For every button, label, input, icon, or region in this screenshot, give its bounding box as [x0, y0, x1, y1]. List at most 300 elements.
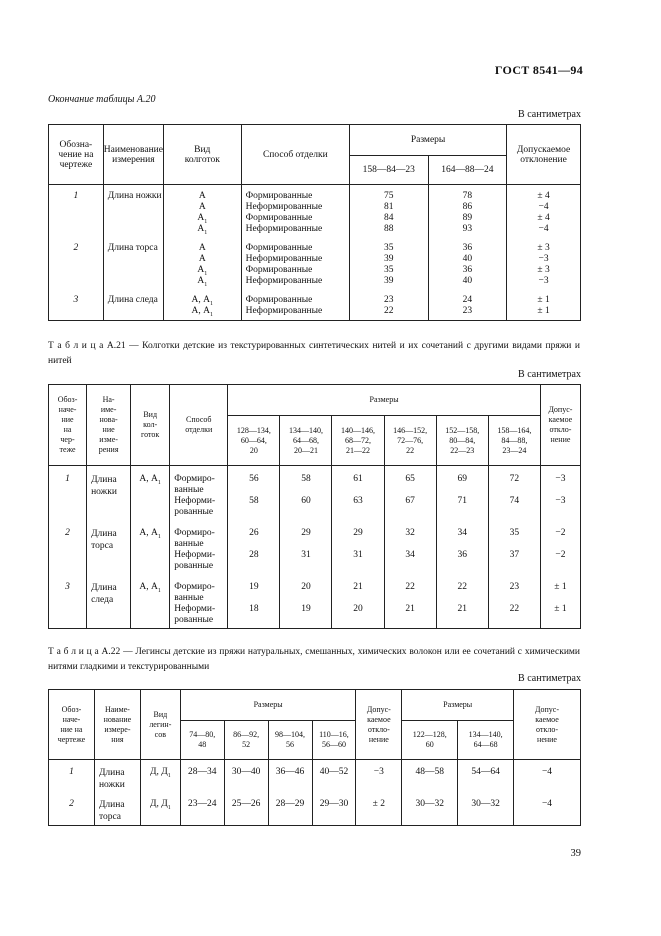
finish-line: Неформи-: [174, 550, 216, 560]
size-value-cell: 40—52: [312, 760, 356, 792]
header-line: отклонение: [520, 154, 567, 165]
size-value: 84: [384, 213, 394, 223]
header-line: 128—134,: [236, 425, 271, 435]
size-value-cell: 21: [384, 604, 436, 629]
size-value-cell: 35: [488, 518, 540, 550]
header-line: теже: [59, 445, 76, 454]
table-row: [49, 185, 581, 236]
a22-head-sizes-1: Размеры: [180, 690, 356, 721]
header-line: 86—92,: [233, 730, 260, 739]
size-value-cell: 74: [488, 496, 540, 518]
size-value-cell: 34: [384, 550, 436, 572]
size-value-cell: 28—29: [268, 791, 312, 826]
header-line: Обоз-: [61, 704, 82, 714]
a20-head-size-2: 164—88—24: [428, 156, 507, 185]
type-cell: А, $А_1$: [131, 466, 170, 519]
table-a22-caption: Т а б л и ц а А.22 — Легинсы детские из пряжи натуральных, смешанных, химических волокон или ее сочетаний с химическими нитями гладкими и текстурированными: [48, 647, 580, 672]
size-value-cell: 29—30: [312, 791, 356, 826]
header-line: 56: [286, 740, 295, 749]
header-line: Обозна-: [59, 139, 93, 150]
measurement-name-cell: [94, 760, 140, 792]
header-line: 140—146,: [341, 425, 376, 435]
tolerance-value: −4: [538, 202, 549, 212]
size-2-cell: [428, 185, 507, 236]
size-value: 35: [384, 243, 394, 253]
header-line: 152—158,: [445, 425, 480, 435]
tolerance-cell: −2: [540, 518, 580, 550]
size-value: 75: [384, 191, 394, 201]
type-cell: Д, $Д_1$: [140, 791, 180, 826]
finish-value: Неформированные: [245, 202, 323, 212]
size-value-cell: 36—46: [268, 760, 312, 792]
measurement-name-cell: [87, 466, 131, 519]
size-1-cell: [350, 287, 429, 321]
size-value-cell: 19: [280, 604, 332, 629]
table-row: [49, 791, 581, 826]
type-value: А: [198, 243, 206, 253]
size-value-cell: 20: [332, 604, 384, 629]
name-line: торса: [98, 812, 122, 822]
header-line: 146—152,: [393, 425, 428, 435]
designation-cell: 2: [49, 791, 95, 826]
type-cell: Д, $Д_1$: [140, 760, 180, 792]
size-value-cell: 19: [228, 572, 280, 604]
header-line: 98—104,: [275, 730, 306, 739]
finish-value: Формированные: [245, 243, 313, 253]
size-value-cell: 37: [488, 550, 540, 572]
type-value: А: [198, 254, 206, 264]
a22-head-measurement: [94, 690, 140, 760]
finish-line: Неформи-: [174, 496, 216, 506]
size-value: 93: [462, 224, 473, 234]
header-line: 134—140,: [288, 425, 323, 435]
header-line: На-: [102, 395, 115, 404]
a22-head-size-6: [458, 721, 514, 760]
size-value-cell: 71: [436, 496, 488, 518]
continuation-title: Окончание таблицы А.20: [48, 94, 156, 105]
designation-cell: 1: [49, 185, 104, 236]
name-line: Длина: [91, 529, 117, 539]
finish-cell: [170, 572, 228, 604]
size-value-cell: 23—24: [180, 791, 224, 826]
header-line: сов: [154, 729, 166, 739]
tolerance-value: ± 4: [537, 191, 550, 201]
name-line: Длина: [91, 475, 117, 485]
table-row: [49, 235, 581, 287]
type-cell: [163, 287, 241, 321]
designation-cell: 2: [49, 235, 104, 287]
size-value-cell: 69: [436, 466, 488, 497]
header-line: 122—128,: [412, 730, 447, 739]
size-value: 81: [384, 202, 394, 212]
header-line: наче-: [62, 714, 81, 724]
size-value-cell: 22: [436, 572, 488, 604]
size-value-cell: 34: [436, 518, 488, 550]
header-line: отделки: [185, 425, 213, 434]
size-value-cell: 48—58: [402, 760, 458, 792]
header-line: каемое: [367, 714, 391, 724]
type-value: А: [198, 202, 206, 212]
tolerance-value: ± 3: [537, 243, 550, 253]
size-value-cell: 36: [436, 550, 488, 572]
standard-header: ГОСТ 8541—94: [494, 63, 583, 77]
table-a21: [48, 384, 581, 629]
tolerance-value: ± 4: [537, 213, 550, 223]
header-line: 110—16,: [319, 730, 349, 739]
finish-value: Неформированные: [245, 306, 323, 316]
header-line: 84—88,: [501, 435, 528, 445]
header-line: 64—68: [473, 740, 498, 749]
a21-head-size-5: [436, 416, 488, 466]
type-cell: [163, 235, 241, 287]
size-value-cell: 22: [384, 572, 436, 604]
name-line: Длина: [98, 768, 125, 778]
header-line: ние: [61, 415, 74, 424]
header-line: Допускаемое: [516, 144, 571, 155]
size-value-cell: 20: [280, 572, 332, 604]
type-cell: А, $А_1$: [131, 518, 170, 572]
size-value: 24: [462, 295, 473, 305]
table-row: [49, 518, 581, 550]
header-line: откло-: [549, 425, 572, 434]
header-line: 74—80,: [189, 730, 216, 739]
size-value: 22: [384, 306, 394, 316]
header-line: ние на: [60, 724, 83, 734]
size-value-cell: 18: [228, 604, 280, 629]
size-value-cell: 61: [332, 466, 384, 497]
header-line: изме-: [99, 435, 118, 444]
finish-cell: [241, 287, 349, 321]
header-line: нова-: [99, 415, 118, 424]
table-a20: [48, 124, 581, 321]
tolerance-value: −4: [538, 224, 549, 234]
a21-head-designation: [49, 385, 87, 466]
size-value-cell: 58: [280, 466, 332, 497]
header-line: Способ: [186, 415, 212, 424]
header-line: 134—140,: [468, 730, 503, 739]
finish-line: рованные: [174, 561, 214, 571]
header-line: 60: [425, 740, 434, 749]
unit-label-a21: В сантиметрах: [518, 369, 581, 380]
name-line: ножки: [91, 487, 117, 497]
a21-head-size-4: [384, 416, 436, 466]
tolerance-cell: [507, 235, 581, 287]
header-line: 20—21: [293, 445, 318, 455]
tolerance-cell: −3: [540, 496, 580, 518]
header-line: ние: [102, 425, 115, 434]
a20-head-finish: Способ отделки: [241, 125, 349, 185]
tolerance-cell: −2: [540, 550, 580, 572]
finish-value: Неформированные: [245, 224, 323, 234]
tolerance-cell: [507, 287, 581, 321]
size-value: 40: [462, 276, 473, 286]
header-line: откло-: [536, 724, 558, 734]
size-2-cell: [428, 287, 507, 321]
size-1-cell: [350, 185, 429, 236]
header-line: откло-: [367, 724, 390, 734]
header-line: Наиме-: [104, 704, 130, 714]
a21-head-tolerance: [540, 385, 580, 466]
a20-head-size-1: 158—84—23: [350, 156, 429, 185]
header-line: чение на: [58, 149, 94, 160]
size-value: 39: [384, 276, 394, 286]
a21-head-size-3: [332, 416, 384, 466]
header-line: готок: [141, 430, 160, 439]
name-line: Длина: [91, 583, 117, 593]
unit-label-a20: В сантиметрах: [518, 109, 581, 120]
finish-cell: [170, 518, 228, 550]
a20-head-type: [163, 125, 241, 185]
a22-head-tolerance-2: [514, 690, 581, 760]
designation-cell: 2: [49, 518, 87, 572]
type-value: $А_1$: [197, 265, 208, 277]
size-value: 39: [384, 254, 394, 264]
finish-line: Формиро-: [174, 582, 215, 592]
a20-head-sizes: Размеры: [350, 125, 507, 156]
tolerance-value: ± 3: [537, 265, 550, 275]
header-line: каемое: [535, 714, 559, 724]
type-value: $А_1$: [197, 224, 208, 236]
tolerance-cell: ± 1: [540, 604, 580, 629]
size-value-cell: 26: [228, 518, 280, 550]
size-value-cell: 28—34: [180, 760, 224, 792]
table-row: [49, 287, 581, 321]
table-a22: [48, 689, 581, 826]
size-value-cell: 31: [332, 550, 384, 572]
name-line: Длина: [98, 800, 125, 810]
type-value: $А_1$: [197, 276, 208, 288]
size-value: 40: [462, 254, 473, 264]
size-value-cell: 30—40: [224, 760, 268, 792]
header-line: Обоз-: [57, 395, 78, 404]
size-value: 86: [462, 202, 473, 212]
header-line: 64—68,: [292, 435, 319, 445]
header-line: 80—84,: [449, 435, 476, 445]
size-value: 36: [462, 243, 473, 253]
a21-head-type: [131, 385, 170, 466]
finish-cell: [170, 496, 228, 518]
finish-value: Формированные: [245, 265, 313, 275]
finish-line: Формиро-: [174, 528, 215, 538]
finish-line: рованные: [174, 507, 214, 517]
header-line: измере-: [104, 724, 131, 734]
tolerance-cell: −3: [540, 466, 580, 497]
size-value-cell: 28: [228, 550, 280, 572]
measurement-name-cell: Длина ножки: [103, 185, 163, 236]
finish-cell: [170, 604, 228, 629]
a22-head-type: [140, 690, 180, 760]
a20-head-tolerance: [507, 125, 581, 185]
header-line: Допус-: [366, 704, 391, 714]
a22-head-size-4: [312, 721, 356, 760]
header-line: 72—76,: [397, 435, 424, 445]
a20-head-designation: [49, 125, 104, 185]
header-line: наче-: [58, 405, 77, 414]
a22-head-size-3: [268, 721, 312, 760]
header-line: 48: [198, 740, 207, 749]
header-line: чер-: [60, 435, 75, 444]
header-line: 60—64,: [240, 435, 267, 445]
size-2-cell: [428, 235, 507, 287]
header-line: Допус-: [535, 704, 559, 714]
header-line: нение: [550, 435, 571, 444]
designation-cell: 1: [49, 760, 95, 792]
a22-head-sizes-2: Размеры: [402, 690, 514, 721]
header-line: Наименование: [103, 144, 163, 155]
header-line: легин-: [149, 719, 172, 729]
size-value: 23: [462, 306, 473, 316]
size-value: 89: [462, 213, 473, 223]
size-value-cell: 21: [332, 572, 384, 604]
header-line: Вид: [153, 709, 168, 719]
finish-line: ванные: [174, 593, 204, 603]
a22-head-size-5: [402, 721, 458, 760]
name-line: следа: [91, 595, 114, 605]
a22-head-designation: [49, 690, 95, 760]
header-line: 68—72,: [345, 435, 372, 445]
header-line: 21—22: [346, 445, 371, 455]
tolerance-value: −3: [538, 254, 549, 264]
size-1-cell: [350, 235, 429, 287]
header-line: колготок: [184, 154, 220, 165]
header-line: чертеже: [57, 734, 86, 744]
table-a21-caption: Т а б л и ц а А.21 — Колготки детские из текстурированных синтетических нитей и их сочетаний с другими видами пряжи и нитей: [48, 341, 580, 366]
finish-value: Неформированные: [245, 254, 323, 264]
type-cell: [163, 185, 241, 236]
a21-head-size-6: [488, 416, 540, 466]
size-value-cell: 72: [488, 466, 540, 497]
finish-value: Формированные: [245, 191, 313, 201]
size-value: 88: [384, 224, 394, 234]
designation-cell: 1: [49, 466, 87, 519]
finish-cell: [241, 185, 349, 236]
header-line: кол-: [143, 420, 158, 429]
size-value-cell: 21: [436, 604, 488, 629]
header-line: чертеже: [59, 159, 93, 170]
size-value-cell: 65: [384, 466, 436, 497]
finish-line: ванные: [174, 485, 204, 495]
tolerance-cell: −4: [514, 760, 581, 792]
measurement-name-cell: [87, 518, 131, 572]
page-number: 39: [570, 848, 581, 859]
table-row: [49, 572, 581, 604]
size-value-cell: 60: [280, 496, 332, 518]
header-line: 52: [242, 740, 251, 749]
tolerance-cell: ± 1: [540, 572, 580, 604]
header-line: име-: [100, 405, 117, 414]
tolerance-value: ± 1: [537, 306, 550, 316]
header-line: рения: [98, 445, 119, 454]
size-value-cell: 54—64: [458, 760, 514, 792]
header-line: 22—23: [450, 445, 475, 455]
size-value-cell: 58: [228, 496, 280, 518]
tolerance-cell: −4: [514, 791, 581, 826]
size-value-cell: 56: [228, 466, 280, 497]
finish-line: Неформи-: [174, 604, 216, 614]
a20-head-measurement: [103, 125, 163, 185]
measurement-name-cell: [94, 791, 140, 826]
name-line: ножки: [98, 780, 125, 790]
measurement-name-cell: Длина следа: [103, 287, 163, 321]
finish-line: ванные: [174, 539, 204, 549]
header-line: 158—164,: [497, 425, 532, 435]
finish-value: Неформированные: [245, 276, 323, 286]
a21-head-sizes: Размеры: [228, 385, 541, 416]
tolerance-cell: [507, 185, 581, 236]
size-value-cell: 32: [384, 518, 436, 550]
size-value: 36: [462, 265, 473, 275]
type-value: $А_1$: [197, 213, 208, 225]
tolerance-cell: −3: [356, 760, 402, 792]
type-value: А, $А_1$: [191, 306, 214, 318]
header-line: на: [63, 425, 72, 434]
size-value: 78: [462, 191, 473, 201]
header-line: нение: [368, 734, 389, 744]
type-value: А: [198, 191, 206, 201]
finish-cell: [170, 550, 228, 572]
name-line: торса: [91, 541, 114, 551]
header-line: измерения: [112, 154, 155, 165]
a22-head-size-2: [224, 721, 268, 760]
designation-cell: 3: [49, 287, 104, 321]
table-row: [49, 466, 581, 497]
tolerance-value: ± 1: [537, 295, 550, 305]
measurement-name-cell: Длина торса: [103, 235, 163, 287]
size-value-cell: 67: [384, 496, 436, 518]
header-line: 22: [406, 445, 415, 455]
size-value-cell: 25—26: [224, 791, 268, 826]
a21-head-size-2: [280, 416, 332, 466]
designation-cell: 3: [49, 572, 87, 629]
size-value-cell: 31: [280, 550, 332, 572]
a22-head-tolerance-1: [356, 690, 402, 760]
size-value-cell: 29: [332, 518, 384, 550]
header-line: ния: [111, 734, 124, 744]
header-line: Вид: [194, 144, 211, 155]
finish-value: Формированные: [245, 295, 313, 305]
size-value-cell: 29: [280, 518, 332, 550]
header-line: Допус-: [548, 405, 573, 414]
header-line: 23—24: [502, 445, 527, 455]
type-value: А, $А_1$: [191, 295, 214, 307]
size-value: 35: [384, 265, 394, 275]
size-value-cell: 30—32: [402, 791, 458, 826]
header-line: 20: [249, 445, 258, 455]
finish-cell: [170, 466, 228, 497]
tolerance-cell: ± 2: [356, 791, 402, 826]
unit-label-a22: В сантиметрах: [518, 673, 581, 684]
finish-line: Формиро-: [174, 474, 215, 484]
finish-cell: [241, 235, 349, 287]
finish-value: Формированные: [245, 213, 313, 223]
size-value-cell: 30—32: [458, 791, 514, 826]
size-value-cell: 22: [488, 604, 540, 629]
size-value: 23: [384, 295, 394, 305]
header-line: каемое: [548, 415, 573, 424]
header-line: Вид: [143, 410, 158, 419]
a21-head-size-1: [228, 416, 280, 466]
type-cell: А, $А_1$: [131, 572, 170, 629]
size-value-cell: 63: [332, 496, 384, 518]
tolerance-value: −3: [538, 276, 549, 286]
a21-head-finish: [170, 385, 228, 466]
header-line: нование: [103, 714, 132, 724]
size-value-cell: 23: [488, 572, 540, 604]
a21-head-measurement: [87, 385, 131, 466]
measurement-name-cell: [87, 572, 131, 629]
a22-head-size-1: [180, 721, 224, 760]
header-line: нение: [537, 734, 557, 744]
